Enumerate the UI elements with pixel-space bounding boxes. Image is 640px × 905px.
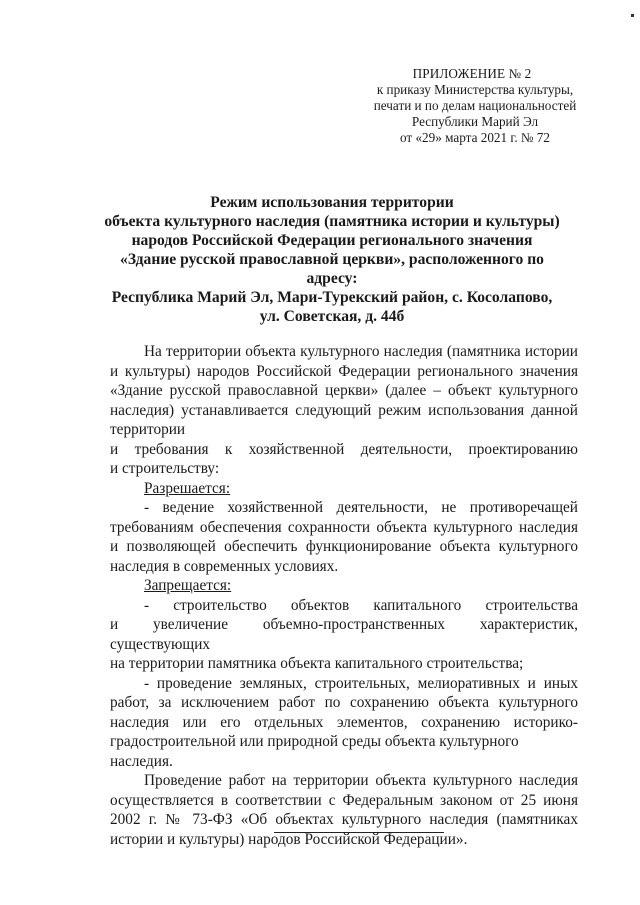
body-line: - проведение земляных, строительных, мелиоративных и иных xyxy=(144,674,578,692)
title-line: ул. Советская, д. 44б xyxy=(259,308,405,325)
allowed-heading: Разрешается: xyxy=(144,479,231,497)
closing-rule xyxy=(274,832,444,833)
body-line: истории и культуры) народов Российской Федерации». xyxy=(110,830,468,848)
body-line: Проведение работ на территории объекта культурного наследия xyxy=(144,772,578,789)
body-line: - ведение хозяйственной деятельности, не противоречащей xyxy=(144,499,578,516)
body-line: работ, за исключением работ по сохранению объекта культурного xyxy=(110,694,578,711)
body-line: На территории объекта культурного наследия (памятника истории xyxy=(144,343,578,360)
body-line: - строительство объектов капитального строительства xyxy=(144,596,578,614)
body-line: на территории памятника объекта капитального строительства; xyxy=(110,655,524,672)
body-line: и культуры) народов Российской Федерации регионального значения xyxy=(110,362,578,380)
appendix-line: печати и по делам национальностей xyxy=(373,98,577,113)
body-line: и позволяющей обеспечить функционирование объекта культурного xyxy=(110,538,578,555)
body-line: градостроительной или природной среды объекта культурного наследия. xyxy=(110,733,519,770)
forbidden-heading: Запрещается: xyxy=(144,577,232,594)
body-line: территории xyxy=(110,421,186,438)
body-line: 2002 г. № 73-ФЗ «Об объектах культурного наследия (памятниках xyxy=(110,811,578,828)
title-line: объекта культурного наследия (памятника истории и культуры) xyxy=(104,213,560,230)
body-line: осуществляется в соответствии с Федеральным законом от 25 июня xyxy=(110,791,578,809)
appendix-line: Республики Марий Эл xyxy=(411,114,539,129)
title-line: Республика Марий Эл, Мари-Турекский район, с. Косолапово, xyxy=(111,289,553,306)
title-line: «Здание русской православной церкви», расположенного по адресу: xyxy=(120,251,544,287)
title-line: Режим использования территории xyxy=(210,194,454,211)
body-line: наследия в современных условиях. xyxy=(110,557,339,575)
appendix-line: от «29» марта 2021 г. № 72 xyxy=(399,130,550,145)
body-line: и строительству: xyxy=(110,460,220,477)
body-line: требованиям обеспечения сохранности объекта культурного наследия xyxy=(110,518,578,536)
body-line: наследия) устанавливается следующий режим использования данной xyxy=(110,401,578,419)
body-line: «Здание русской православной церкви» (далее – объект культурного xyxy=(110,382,578,399)
body-line: и увеличение объемно-пространственных характеристик, существующих xyxy=(110,616,578,653)
body-line: и требования к хозяйственной деятельности, проектированию xyxy=(110,440,578,458)
title-line: народов Российской Федерации регионального значения xyxy=(131,232,533,249)
document-title xyxy=(100,193,564,326)
scan-mark xyxy=(631,14,634,17)
body-line: наследия или его отдельных элементов, сохранению историко- xyxy=(110,713,578,731)
document-body xyxy=(110,342,578,849)
appendix-line: к приказу Министерства культуры, xyxy=(376,82,574,97)
appendix-block xyxy=(360,66,590,146)
appendix-title: ПРИЛОЖЕНИЕ № 2 xyxy=(412,66,532,81)
